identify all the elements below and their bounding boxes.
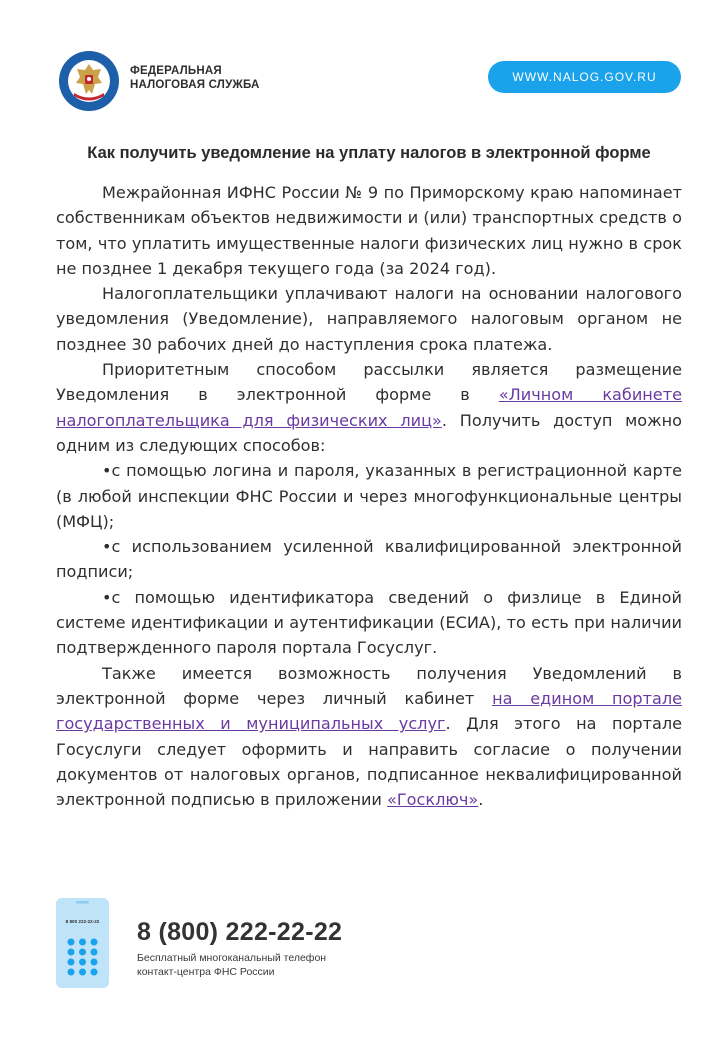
paragraph-notification: Налогоплательщики уплачивают налоги на основании налогового уведомления (Уведомление), направляемого налоговым органом не позднее 30 рабочих дней до наступления срока платежа. bbox=[56, 284, 682, 354]
hotline-caption-line1: Бесплатный многоканальный телефон bbox=[137, 952, 327, 964]
article-body bbox=[56, 180, 682, 812]
taxpayer-cabinet-link[interactable]: «Личном кабинете налогоплательщика для физических лиц» bbox=[56, 385, 682, 430]
p4-text-before: Также имеется возможность получения Уведомлений в электронной форме через личный кабинет bbox=[56, 663, 682, 708]
bullet-qualified-signature: •с использованием усиленной квалифицированной электронной подписи; bbox=[56, 537, 682, 582]
phone-screen-number: 8 800 222-22-22 bbox=[65, 919, 100, 924]
paragraph-delivery-method bbox=[56, 357, 682, 458]
hotline-phone-number[interactable]: 8 (800) 222-22-22 bbox=[137, 918, 343, 946]
p3-text-before: Приоритетным способом рассылки является размещение Уведомления в электронной форме в bbox=[56, 360, 682, 405]
paragraph-gosuslugi bbox=[56, 661, 682, 813]
org-name-line2: НАЛОГОВАЯ СЛУЖБА bbox=[130, 79, 260, 91]
bullet-login-password: •с помощью логина и пароля, указанных в регистрационной карте (в любой инспекции ФНС России и через многофункциональные центры (МФЦ); bbox=[56, 461, 682, 531]
org-name-line1: ФЕДЕРАЛЬНАЯ bbox=[130, 65, 222, 77]
hotline-caption-line2: контакт-центра ФНС России bbox=[137, 966, 275, 978]
p4-text-end: . bbox=[478, 790, 484, 810]
gosuslugi-portal-link[interactable]: на едином портале государственных и муниципальных услуг bbox=[56, 688, 683, 734]
fns-emblem-logo bbox=[58, 50, 120, 112]
page-title: Как получить уведомление на уплату налогов в электронной форме bbox=[87, 144, 651, 162]
p4-text-mid: . Для этого на портале Госуслуги следует оформить и направить согласие о получении документов от налоговых органов, подписанное неквалифицированной электронной подписью в приложении bbox=[56, 714, 683, 810]
phone-icon bbox=[56, 898, 109, 988]
website-link-button[interactable]: WWW.NALOG.GOV.RU bbox=[488, 61, 681, 93]
paragraph-deadline: Межрайонная ИФНС России № 9 по Приморскому краю напоминает собственникам объектов недвижимости и (или) транспортных средств о том, что уплатить имущественные налоги физических лиц нужно в срок не позднее 1 декабря текущего года (за 2024 год). bbox=[56, 183, 682, 278]
p3-text-after: . Получить доступ можно одним из следующих способов: bbox=[56, 410, 682, 455]
bullet-esia: •с помощью идентификатора сведений о физлице в Единой системе идентификации и аутентификации (ЕСИА), то есть при наличии подтвержденного пароля портала Госуслуг. bbox=[56, 587, 682, 658]
org-name bbox=[130, 64, 260, 92]
goskey-app-link[interactable]: «Госключ» bbox=[387, 790, 479, 810]
hotline-caption bbox=[137, 951, 326, 979]
